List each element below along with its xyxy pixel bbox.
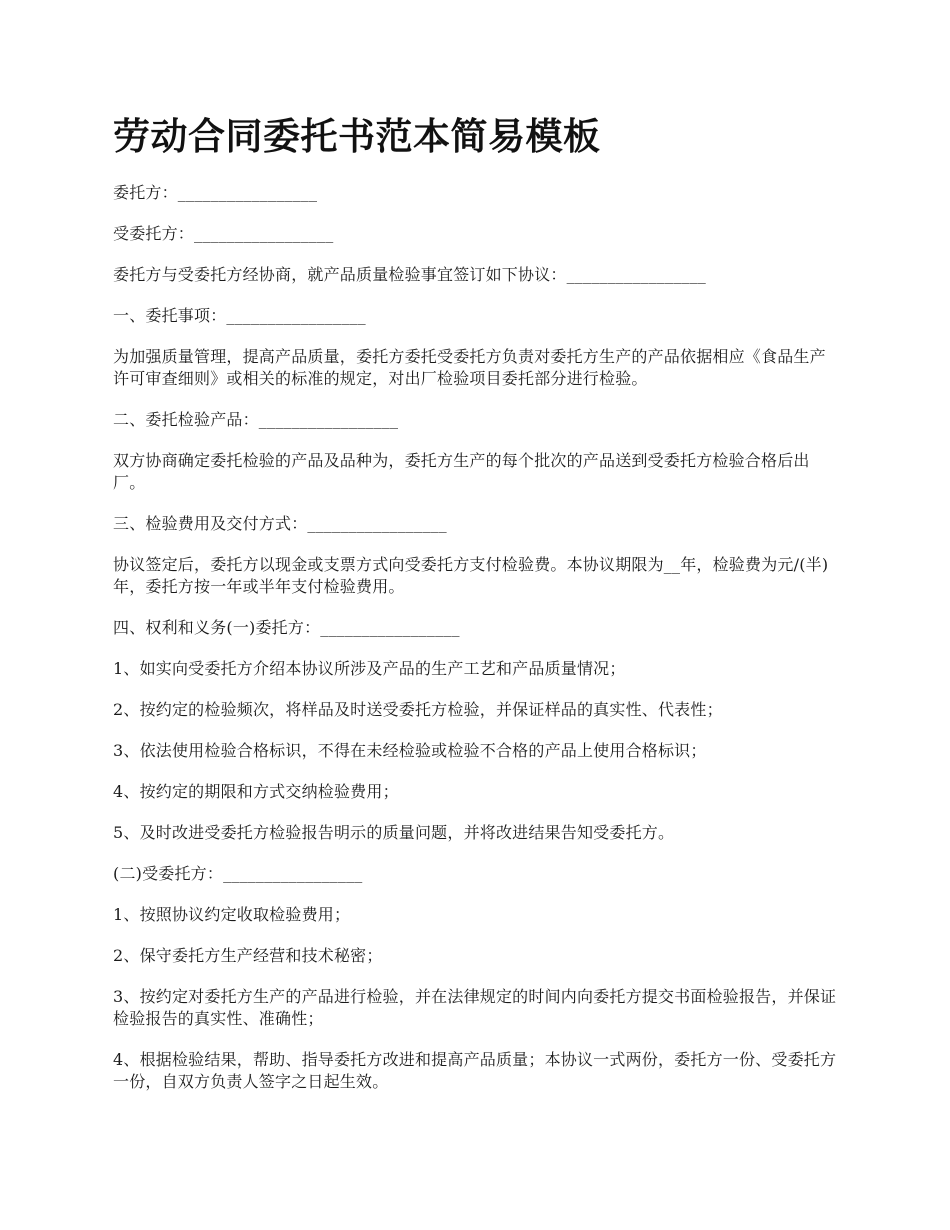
section-heading-fees-payment: 三、检验费用及交付方式：_________________: [113, 514, 447, 533]
list-item-principal-1: 1、如实向受委托方介绍本协议所涉及产品的生产工艺和产品质量情况；: [113, 659, 626, 678]
list-item-principal-5: 5、及时改进受委托方检验报告明示的质量问题，并将改进结果告知受委托方。: [113, 823, 675, 842]
list-item-agent-1: 1、按照协议约定收取检验费用；: [113, 905, 351, 924]
document-title: 劳动合同委托书范本简易模板: [113, 114, 601, 158]
list-item-principal-2: 2、按约定的检验频次，将样品及时送受委托方检验，并保证样品的真实性、代表性；: [113, 700, 723, 719]
paragraph-agreement-intro: 委托方与受委托方经协商，就产品质量检验事宜签订如下协议：_________________: [113, 265, 707, 284]
list-item-principal-3: 3、依法使用检验合格标识，不得在未经检验或检验不合格的产品上使用合格标识；: [113, 741, 707, 760]
paragraph-entrusted-matters: 为加强质量管理，提高产品质量，委托方委托受委托方负责对委托方生产的产品依据相应《食品生产许可审查细则》或相关的标准的规定，对出厂检验项目委托部分进行检验。: [113, 347, 826, 388]
paragraph-inspected-products: 双方协商确定委托检验的产品及品种为，委托方生产的每个批次的产品送到受委托方检验合格后出厂。: [113, 451, 810, 492]
paragraph-fees-payment: 协议签定后，委托方以现金或支票方式向受委托方支付检验费。本协议期限为__年，检验费为元/(半)年，委托方按一年或半年支付检验费用。: [113, 555, 829, 596]
paragraph-agent: 受委托方：_________________: [113, 224, 334, 243]
section-heading-inspected-products: 二、委托检验产品：_________________: [113, 410, 399, 429]
list-item-principal-4: 4、按约定的期限和方式交纳检验费用；: [113, 782, 399, 801]
list-item-agent-4: 4、根据检验结果，帮助、指导委托方改进和提高产品质量；本协议一式两份，委托方一份、受委托方一份，自双方负责人签字之日起生效。: [113, 1050, 837, 1091]
paragraph-principal: 委托方：_________________: [113, 183, 318, 202]
section-heading-entrusted-matters: 一、委托事项：_________________: [113, 306, 366, 325]
document-body: [113, 112, 841, 1112]
section-heading-agent-duties: (二)受委托方：_________________: [113, 864, 363, 883]
section-heading-rights-principal: 四、权利和义务(一)委托方：_________________: [113, 618, 460, 637]
list-item-agent-3: 3、按约定对委托方生产的产品进行检验，并在法律规定的时间内向委托方提交书面检验报告，并保证检验报告的真实性、准确性；: [113, 987, 837, 1028]
list-item-agent-2: 2、保守委托方生产经营和技术秘密；: [113, 946, 383, 965]
